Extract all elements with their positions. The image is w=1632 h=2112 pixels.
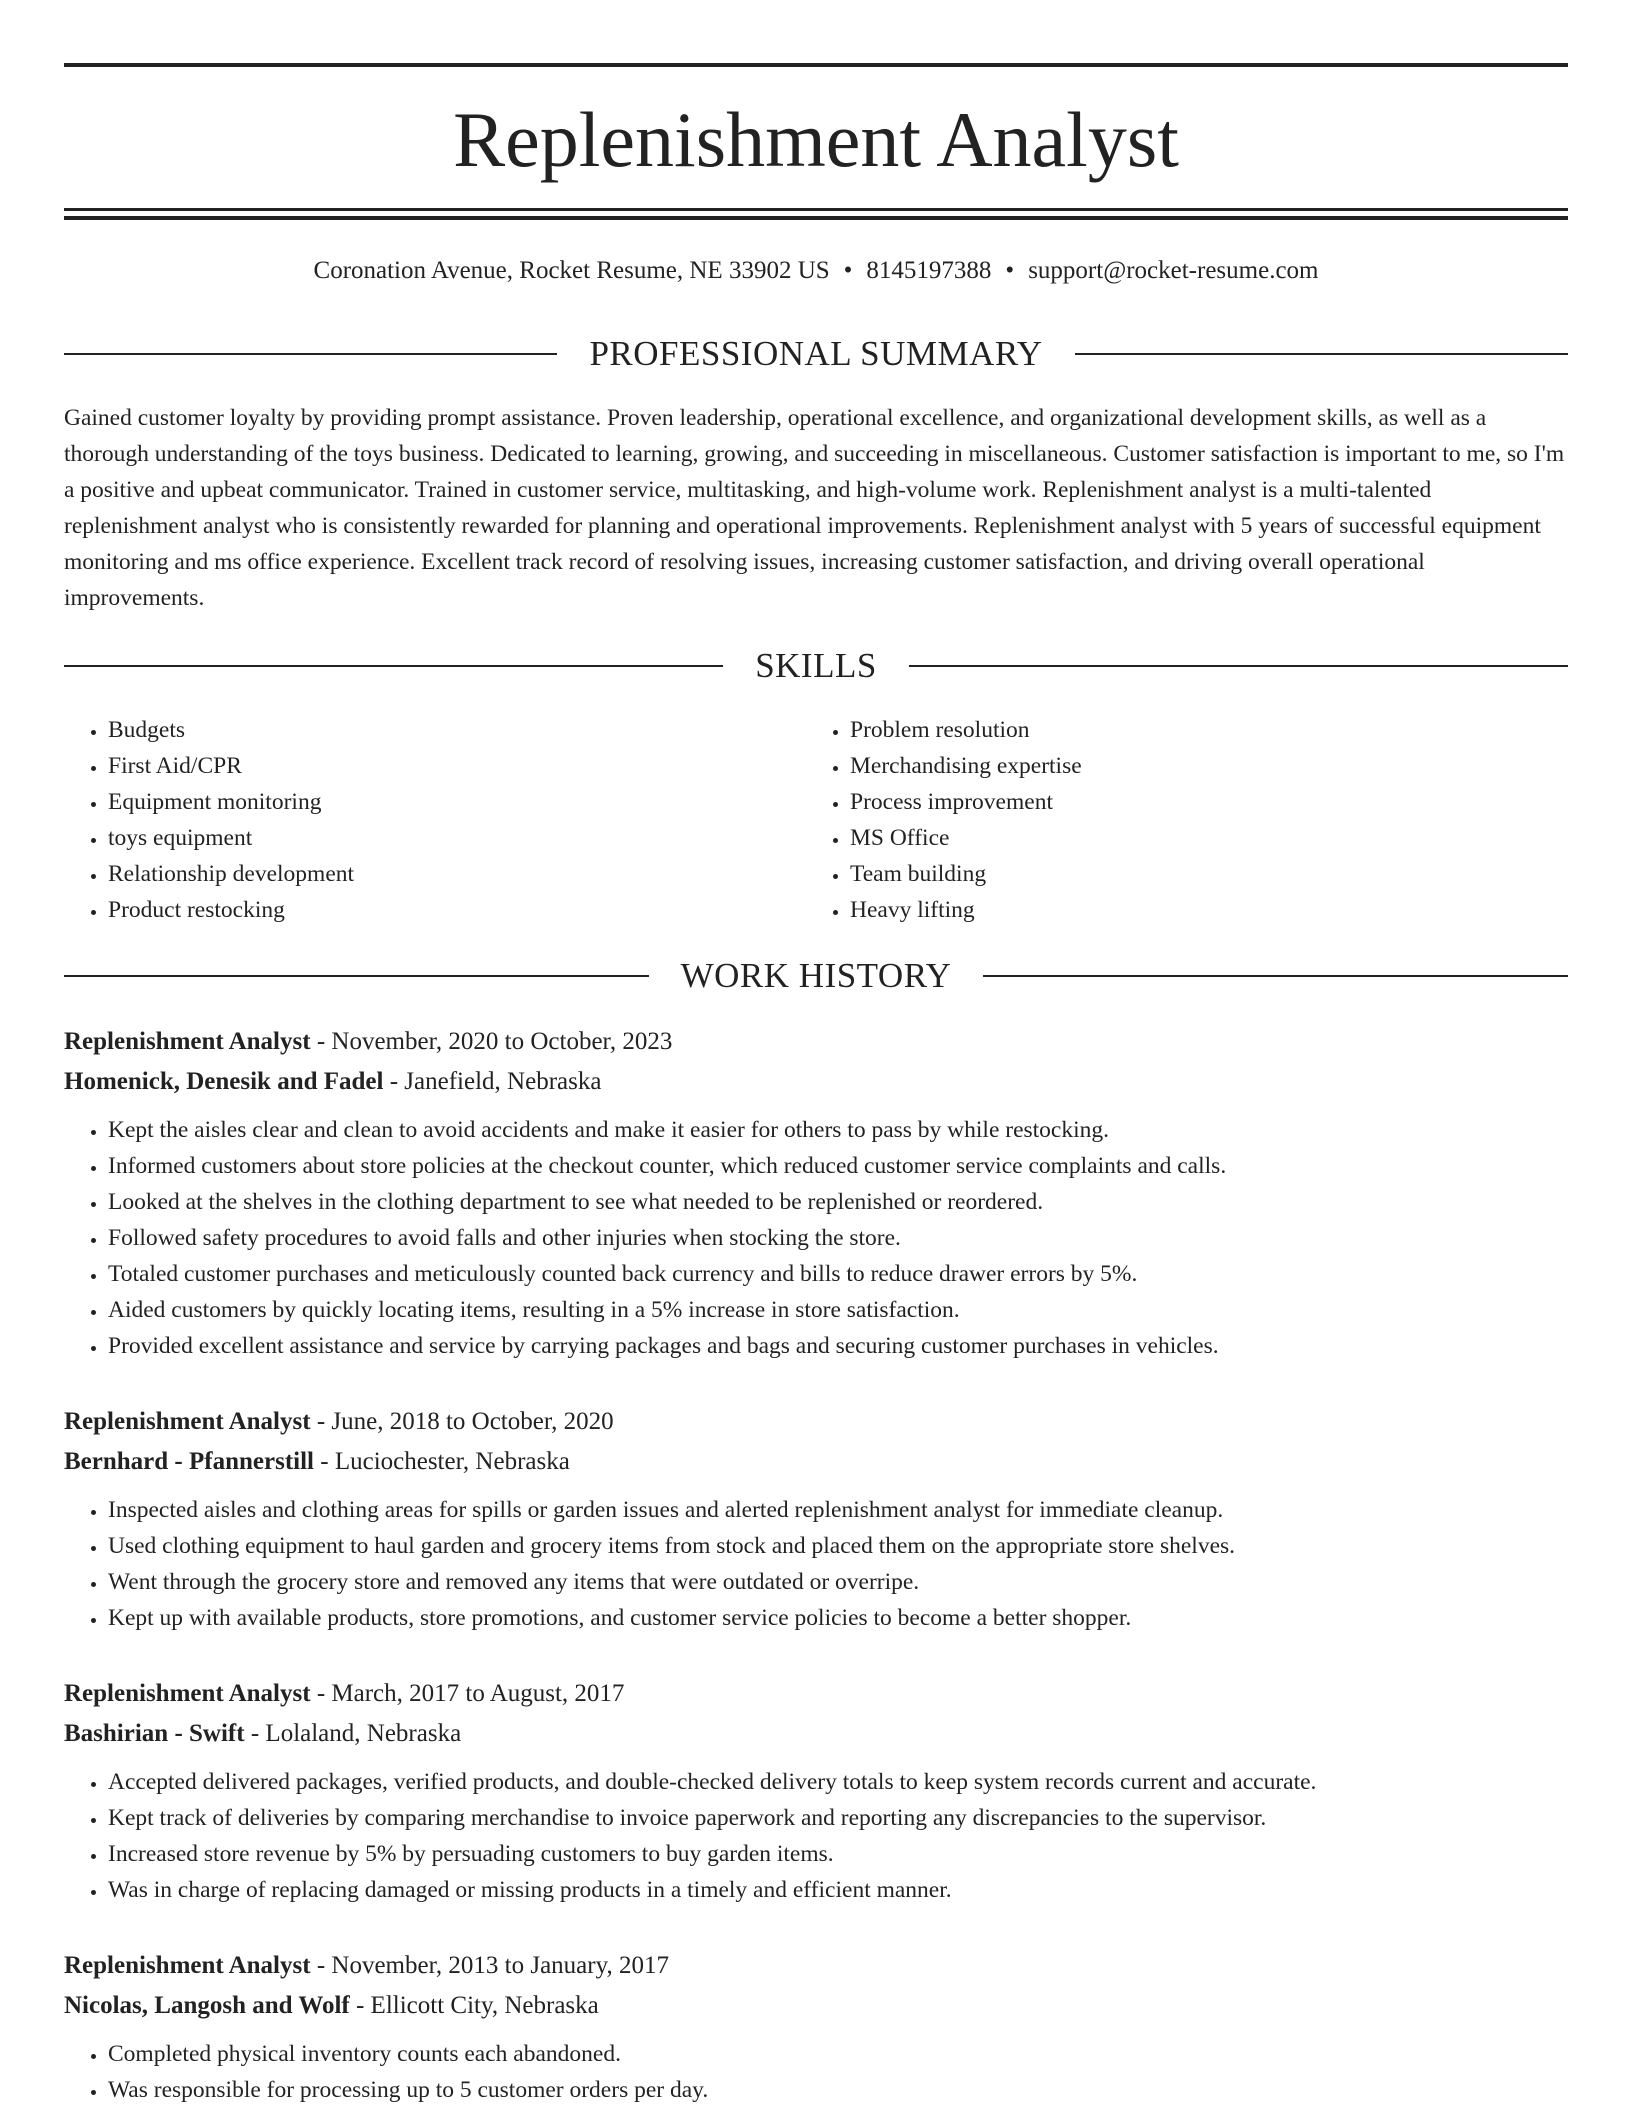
heading-rule-left: [64, 665, 723, 667]
job-company: Bashirian - Swift: [64, 1720, 245, 1747]
job-bullet: • Completed physical inventory counts each abandoned.: [108, 2036, 1568, 2072]
job-title: Replenishment Analyst: [64, 1952, 311, 1979]
job-title-line: [64, 1022, 1568, 1062]
job-bullet: • Used clothing equipment to haul garden and grocery items from stock and placed them on the appropriate store shelves.: [108, 1528, 1568, 1564]
skills-heading: [64, 644, 1568, 688]
job-bullet: • Provided excellent assistance and service by carrying packages and bags and securing customer purchases in vehicles.: [108, 1328, 1568, 1364]
resume-name: Replenishment Analyst: [453, 96, 1179, 183]
contact-email: support@rocket-resume.com: [1028, 257, 1319, 284]
contact-line: [64, 254, 1568, 288]
job-company: Nicolas, Langosh and Wolf: [64, 1992, 350, 2019]
top-rule: [64, 63, 1568, 67]
job-bullets: [64, 2036, 1568, 2108]
job-company-line: [64, 1714, 1568, 1754]
job-bullet: • Totaled customer purchases and meticulously counted back currency and bills to reduce drawer errors by 5%.: [108, 1256, 1568, 1292]
contact-separator: •: [1005, 257, 1015, 284]
skills-column-right: [806, 712, 1548, 928]
job-location: - Janefield, Nebraska: [383, 1068, 602, 1095]
job-entry: [64, 1946, 1568, 2108]
skill-item: • Merchandising expertise: [850, 748, 1548, 784]
skills-title: SKILLS: [755, 646, 877, 685]
job-title-line: [64, 1946, 1568, 1986]
job-company-line: [64, 1442, 1568, 1482]
job-location: - Ellicott City, Nebraska: [349, 1992, 599, 2019]
name-double-rule: [64, 208, 1568, 220]
skill-item: • Process improvement: [850, 784, 1548, 820]
job-entry: [64, 1674, 1568, 1908]
contact-address: Coronation Avenue, Rocket Resume, NE 33902 US: [313, 257, 830, 284]
job-dates: - March, 2017 to August, 2017: [310, 1680, 625, 1707]
job-bullet: • Informed customers about store policies at the checkout counter, which reduced customer service complaints and calls.: [108, 1148, 1568, 1184]
heading-rule-right: [983, 975, 1568, 977]
job-title-line: [64, 1402, 1568, 1442]
job-title-line: [64, 1674, 1568, 1714]
job-bullet: • Was in charge of replacing damaged or missing products in a timely and efficient manner.: [108, 1872, 1568, 1908]
job-company-line: [64, 1062, 1568, 1102]
work-title: WORK HISTORY: [680, 956, 952, 995]
job-bullet: • Was responsible for processing up to 5 customer orders per day.: [108, 2072, 1568, 2108]
job-dates: - November, 2013 to January, 2017: [310, 1952, 669, 1979]
job-title: Replenishment Analyst: [64, 1028, 311, 1055]
skill-item: • MS Office: [850, 820, 1548, 856]
job-bullet: • Increased store revenue by 5% by persuading customers to buy garden items.: [108, 1836, 1568, 1872]
heading-rule-right: [909, 665, 1568, 667]
job-company: Bernhard - Pfannerstill: [64, 1448, 314, 1475]
skill-item: • Heavy lifting: [850, 892, 1548, 928]
skill-item: • Problem resolution: [850, 712, 1548, 748]
skills-list: [64, 712, 1568, 928]
job-bullets: [64, 1492, 1568, 1636]
heading-rule-left: [64, 975, 649, 977]
heading-rule-right: [1075, 353, 1568, 355]
job-bullets: [64, 1764, 1568, 1908]
work-heading: [64, 954, 1568, 998]
contact-separator: •: [843, 257, 853, 284]
skill-item: • Budgets: [108, 712, 806, 748]
job-location: - Luciochester, Nebraska: [314, 1448, 570, 1475]
skills-column-left: [64, 712, 806, 928]
skill-item: • toys equipment: [108, 820, 806, 856]
skill-item: • Team building: [850, 856, 1548, 892]
skill-item: • First Aid/CPR: [108, 748, 806, 784]
job-title: Replenishment Analyst: [64, 1408, 311, 1435]
job-bullet: • Kept track of deliveries by comparing merchandise to invoice paperwork and reporting any discrepancies to the supervisor.: [108, 1800, 1568, 1836]
job-bullet: • Went through the grocery store and removed any items that were outdated or overripe.: [108, 1564, 1568, 1600]
job-company: Homenick, Denesik and Fadel: [64, 1068, 384, 1095]
job-dates: - November, 2020 to October, 2023: [310, 1028, 673, 1055]
job-bullet: • Followed safety procedures to avoid falls and other injuries when stocking the store.: [108, 1220, 1568, 1256]
job-location: - Lolaland, Nebraska: [244, 1720, 462, 1747]
contact-phone: 8145197388: [866, 257, 992, 284]
summary-title: PROFESSIONAL SUMMARY: [589, 334, 1043, 373]
job-bullet: • Inspected aisles and clothing areas for spills or garden issues and alerted replenishment analyst for immediate cleanup.: [108, 1492, 1568, 1528]
skill-item: • Equipment monitoring: [108, 784, 806, 820]
skill-item: • Relationship development: [108, 856, 806, 892]
job-company-line: [64, 1986, 1568, 2026]
job-bullets: [64, 1112, 1568, 1364]
job-title: Replenishment Analyst: [64, 1680, 311, 1707]
job-bullet: • Kept the aisles clear and clean to avoid accidents and make it easier for others to pass by while restocking.: [108, 1112, 1568, 1148]
summary-text: Gained customer loyalty by providing prompt assistance. Proven leadership, operational excellence, and organizational development skills, as well as a thorough understanding of the toys business. Dedicated to learning, growing, and succeeding in miscellaneous. Customer satisfaction is important to me, so I'm a positive and upbeat communicator. Trained in customer service, multitasking, and high-volume work. Replenishment analyst is a multi-talented replenishment analyst who is consistently rewarded for planning and operational improvements. Replenishment analyst with 5 years of successful equipment monitoring and ms office experience. Excellent track record of resolving issues, increasing customer satisfaction, and driving overall operational improvements.: [64, 405, 1565, 611]
summary-heading: [64, 332, 1568, 376]
job-bullet: • Kept up with available products, store promotions, and customer service policies to become a better shopper.: [108, 1600, 1568, 1636]
job-bullet: • Accepted delivered packages, verified products, and double-checked delivery totals to keep system records current and accurate.: [108, 1764, 1568, 1800]
job-bullet: • Aided customers by quickly locating items, resulting in a 5% increase in store satisfaction.: [108, 1292, 1568, 1328]
skill-item: • Product restocking: [108, 892, 806, 928]
job-dates: - June, 2018 to October, 2020: [310, 1408, 614, 1435]
job-entry: [64, 1402, 1568, 1636]
job-bullet: • Looked at the shelves in the clothing department to see what needed to be replenished or reordered.: [108, 1184, 1568, 1220]
heading-rule-left: [64, 353, 557, 355]
job-entry: [64, 1022, 1568, 1364]
